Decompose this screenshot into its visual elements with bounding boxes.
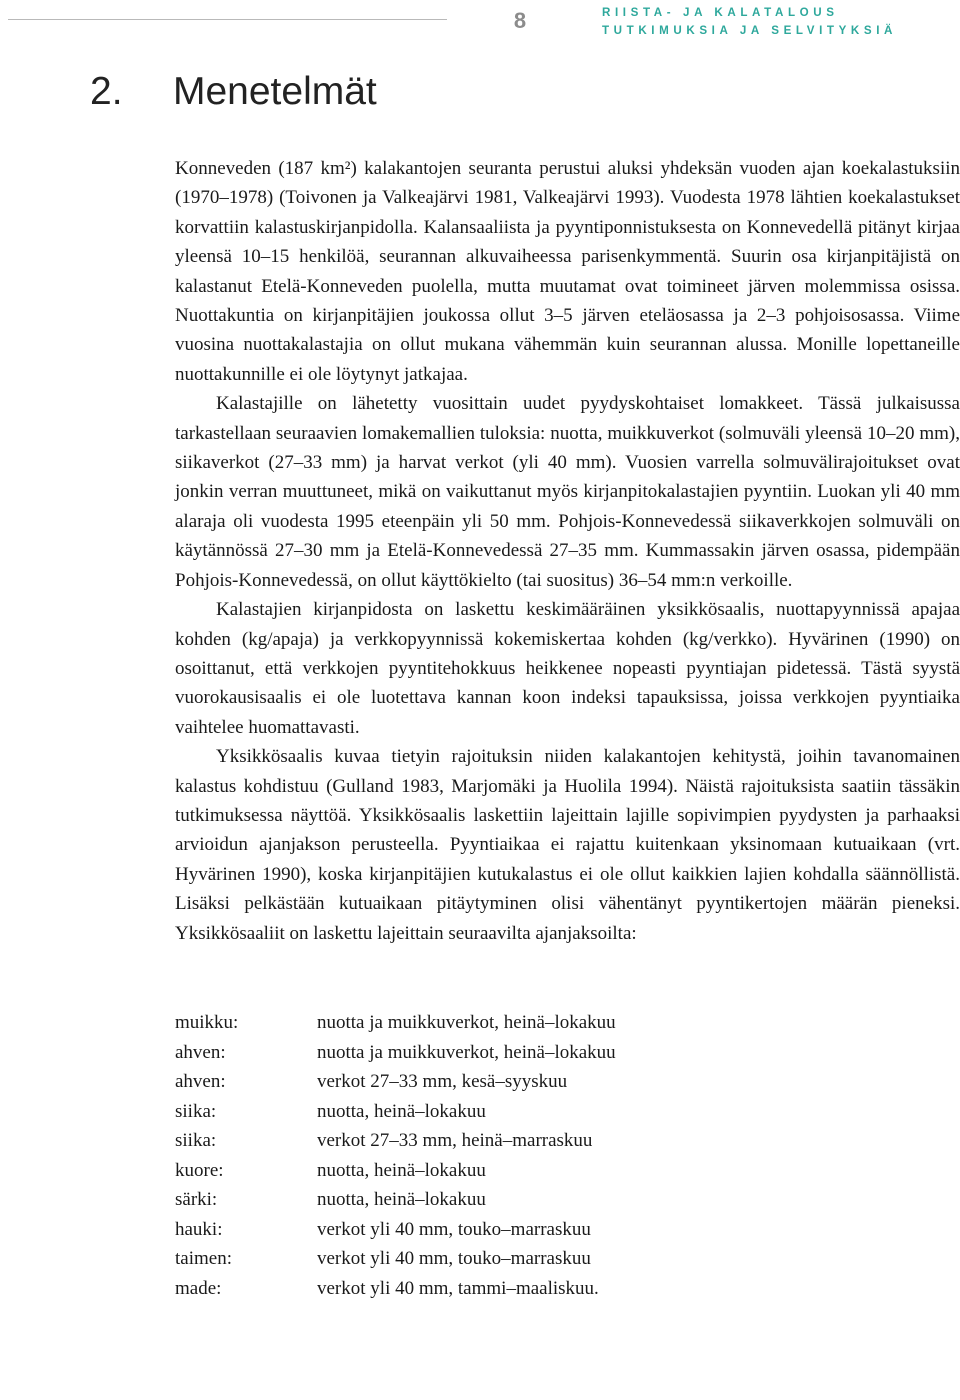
page-number: 8 bbox=[513, 8, 527, 33]
species-name: ahven: bbox=[175, 1071, 226, 1092]
section-heading bbox=[90, 68, 377, 116]
species-name: taimen: bbox=[175, 1248, 232, 1269]
species-name: hauki: bbox=[175, 1218, 223, 1240]
gear-and-period: nuotta, heinä–lokakuu bbox=[317, 1189, 486, 1210]
list-item bbox=[175, 1067, 775, 1097]
list-item bbox=[175, 1274, 775, 1304]
gear-and-period: nuotta ja muikkuverkot, heinä–lokakuu bbox=[317, 1012, 616, 1033]
list-item bbox=[175, 1038, 775, 1068]
gear-and-period: verkot yli 40 mm, tammi–maaliskuu. bbox=[317, 1277, 599, 1299]
gear-and-period: nuotta, heinä–lokakuu bbox=[317, 1159, 486, 1181]
list-item bbox=[175, 1156, 775, 1186]
list-item bbox=[175, 1126, 775, 1156]
paragraph: Yksikkösaalis kuvaa tietyin rajoituksin niiden kalakantojen kehitystä, joihin tavanomainen kalastus kohdistuu (Gulland 1983, Marjomäki ja Huolila 1994). Näistä rajoituksista saatiin tässäkin tutkimuksessa näyttöä. Yksikkösaalis laskettiin lajeittain lajille sopivimpien pyydysten ja parhaaksi arvioidun ajanjakson perusteella. Pyyntiaikaa ei rajattu kuitenkaan yksinomaan kutuaikaan (vrt. Hyvärinen 1990), koska kirjanpitäjien kutukalastus ei ole ollut kaikkien lajien kohdalla säännöllistä. Lisäksi pelkästään kutuaikaan pitäytyminen olisi vähentänyt pyyntikertojen määrän pieneksi. Yksikkösaaliit on laskettu lajeittain seuraavilta ajanjaksoilta: bbox=[175, 746, 960, 944]
list-item bbox=[175, 1008, 775, 1038]
gear-and-period: verkot yli 40 mm, touko–marraskuu bbox=[317, 1248, 591, 1269]
species-name: särki: bbox=[175, 1189, 218, 1210]
section-number: 2. bbox=[90, 70, 123, 113]
list-item bbox=[175, 1215, 775, 1245]
gear-and-period: nuotta, heinä–lokakuu bbox=[317, 1100, 486, 1122]
gear-and-period: verkot 27–33 mm, kesä–syyskuu bbox=[317, 1071, 568, 1092]
species-name: siika: bbox=[175, 1100, 217, 1122]
gear-and-period: verkot 27–33 mm, heinä–marraskuu bbox=[317, 1130, 593, 1151]
series-title bbox=[602, 4, 897, 40]
species-name: made: bbox=[175, 1277, 222, 1299]
body-text bbox=[175, 154, 960, 948]
list-item bbox=[175, 1097, 775, 1127]
series-title-line-1: RIISTA- JA KALATALOUS bbox=[602, 6, 839, 19]
species-name: muikku: bbox=[175, 1012, 239, 1033]
header-rule bbox=[8, 19, 447, 20]
paragraph: Kalastajille on lähetetty vuosittain uudet pyydyskohtaiset lomakkeet. Tässä julkaisussa tarkastellaan seuraavien lomakemallien tuloksia: nuotta, muikkuverkot (solmuväli yleensä 10–20 mm), siikaverkot (27–33 mm) ja harvat verkot (yli 40 mm). Vuosien varrella solmuvälirajoitukset ovat jonkin verran muuttuneet, mikä on vaikuttanut myös kirjanpitokalastajien pyyntiin. Luokan yli 40 mm alaraja oli vuodesta 1995 eteenpäin yli 50 mm. Pohjois-Konnevedessä siikaverkkojen solmuväli on käytännössä 27–30 mm ja Etelä-Konnevedessä 27–35 mm. Kummassakin järven osassa, pidempään Pohjois-Konnevedessä, on ollut käyttökielto (tai suositus) 36–54 mm:n verkoille. bbox=[175, 393, 960, 591]
series-title-line-2: TUTKIMUKSIA JA SELVITYKSIÄ bbox=[602, 24, 898, 37]
section-title: Menetelmät bbox=[173, 70, 377, 113]
list-item bbox=[175, 1244, 775, 1274]
species-name: kuore: bbox=[175, 1159, 224, 1181]
gear-and-period: nuotta ja muikkuverkot, heinä–lokakuu bbox=[317, 1041, 616, 1063]
paragraph: Konneveden (187 km²) kalakantojen seuranta perustui aluksi yhdeksän vuoden ajan koekalastuksiin (1970–1978) (Toivonen ja Valkeajärvi 1981, Valkeajärvi 1993). Vuodesta 1978 lähtien koekalastukset korvattiin kalastuskirjanpidolla. Kalansaaliista ja pyyntiponnistuksesta on Konnevedellä pitänyt kirjaa yleensä 10–15 henkilöä, seurannan alkuvaiheessa parisenkymmentä. Suurin osa kirjanpitäjistä on kalastanut Etelä-Konneveden puolella, mutta muutamat ovat toimineet järven molemmissa osissa. Nuottakuntia on kirjanpitäjien joukossa ollut 3–5 järven eteläosassa ja 2–3 pohjoisosassa. Viime vuosina nuottakalastajia on ollut mukana vähemmän kuin seurannan alussa. Monille lopettaneille nuottakunnille ei ole löytynyt jatkajaa. bbox=[175, 158, 960, 385]
catch-period-list bbox=[175, 1008, 775, 1303]
paragraph: Kalastajien kirjanpidosta on laskettu keskimääräinen yksikkösaalis, nuottapyynnissä apajaa kohden (kg/apaja) ja verkkopyynnissä kokemiskertaa kohden (kg/verkko). Hyvärinen (1990) on osoittanut, että verkkojen pyyntitehokkuus heikkenee nopeasti pyyntiajan pidetessä. Tästä syystä vuorokausisaalis ei ole luotettava kannan koon indeksi tapauksissa, joissa verkkojen pyyntiaika vaihtelee huomattavasti. bbox=[175, 599, 960, 738]
gear-and-period: verkot yli 40 mm, touko–marraskuu bbox=[317, 1218, 591, 1240]
species-name: siika: bbox=[175, 1130, 217, 1151]
species-name: ahven: bbox=[175, 1041, 226, 1063]
list-item bbox=[175, 1185, 775, 1215]
